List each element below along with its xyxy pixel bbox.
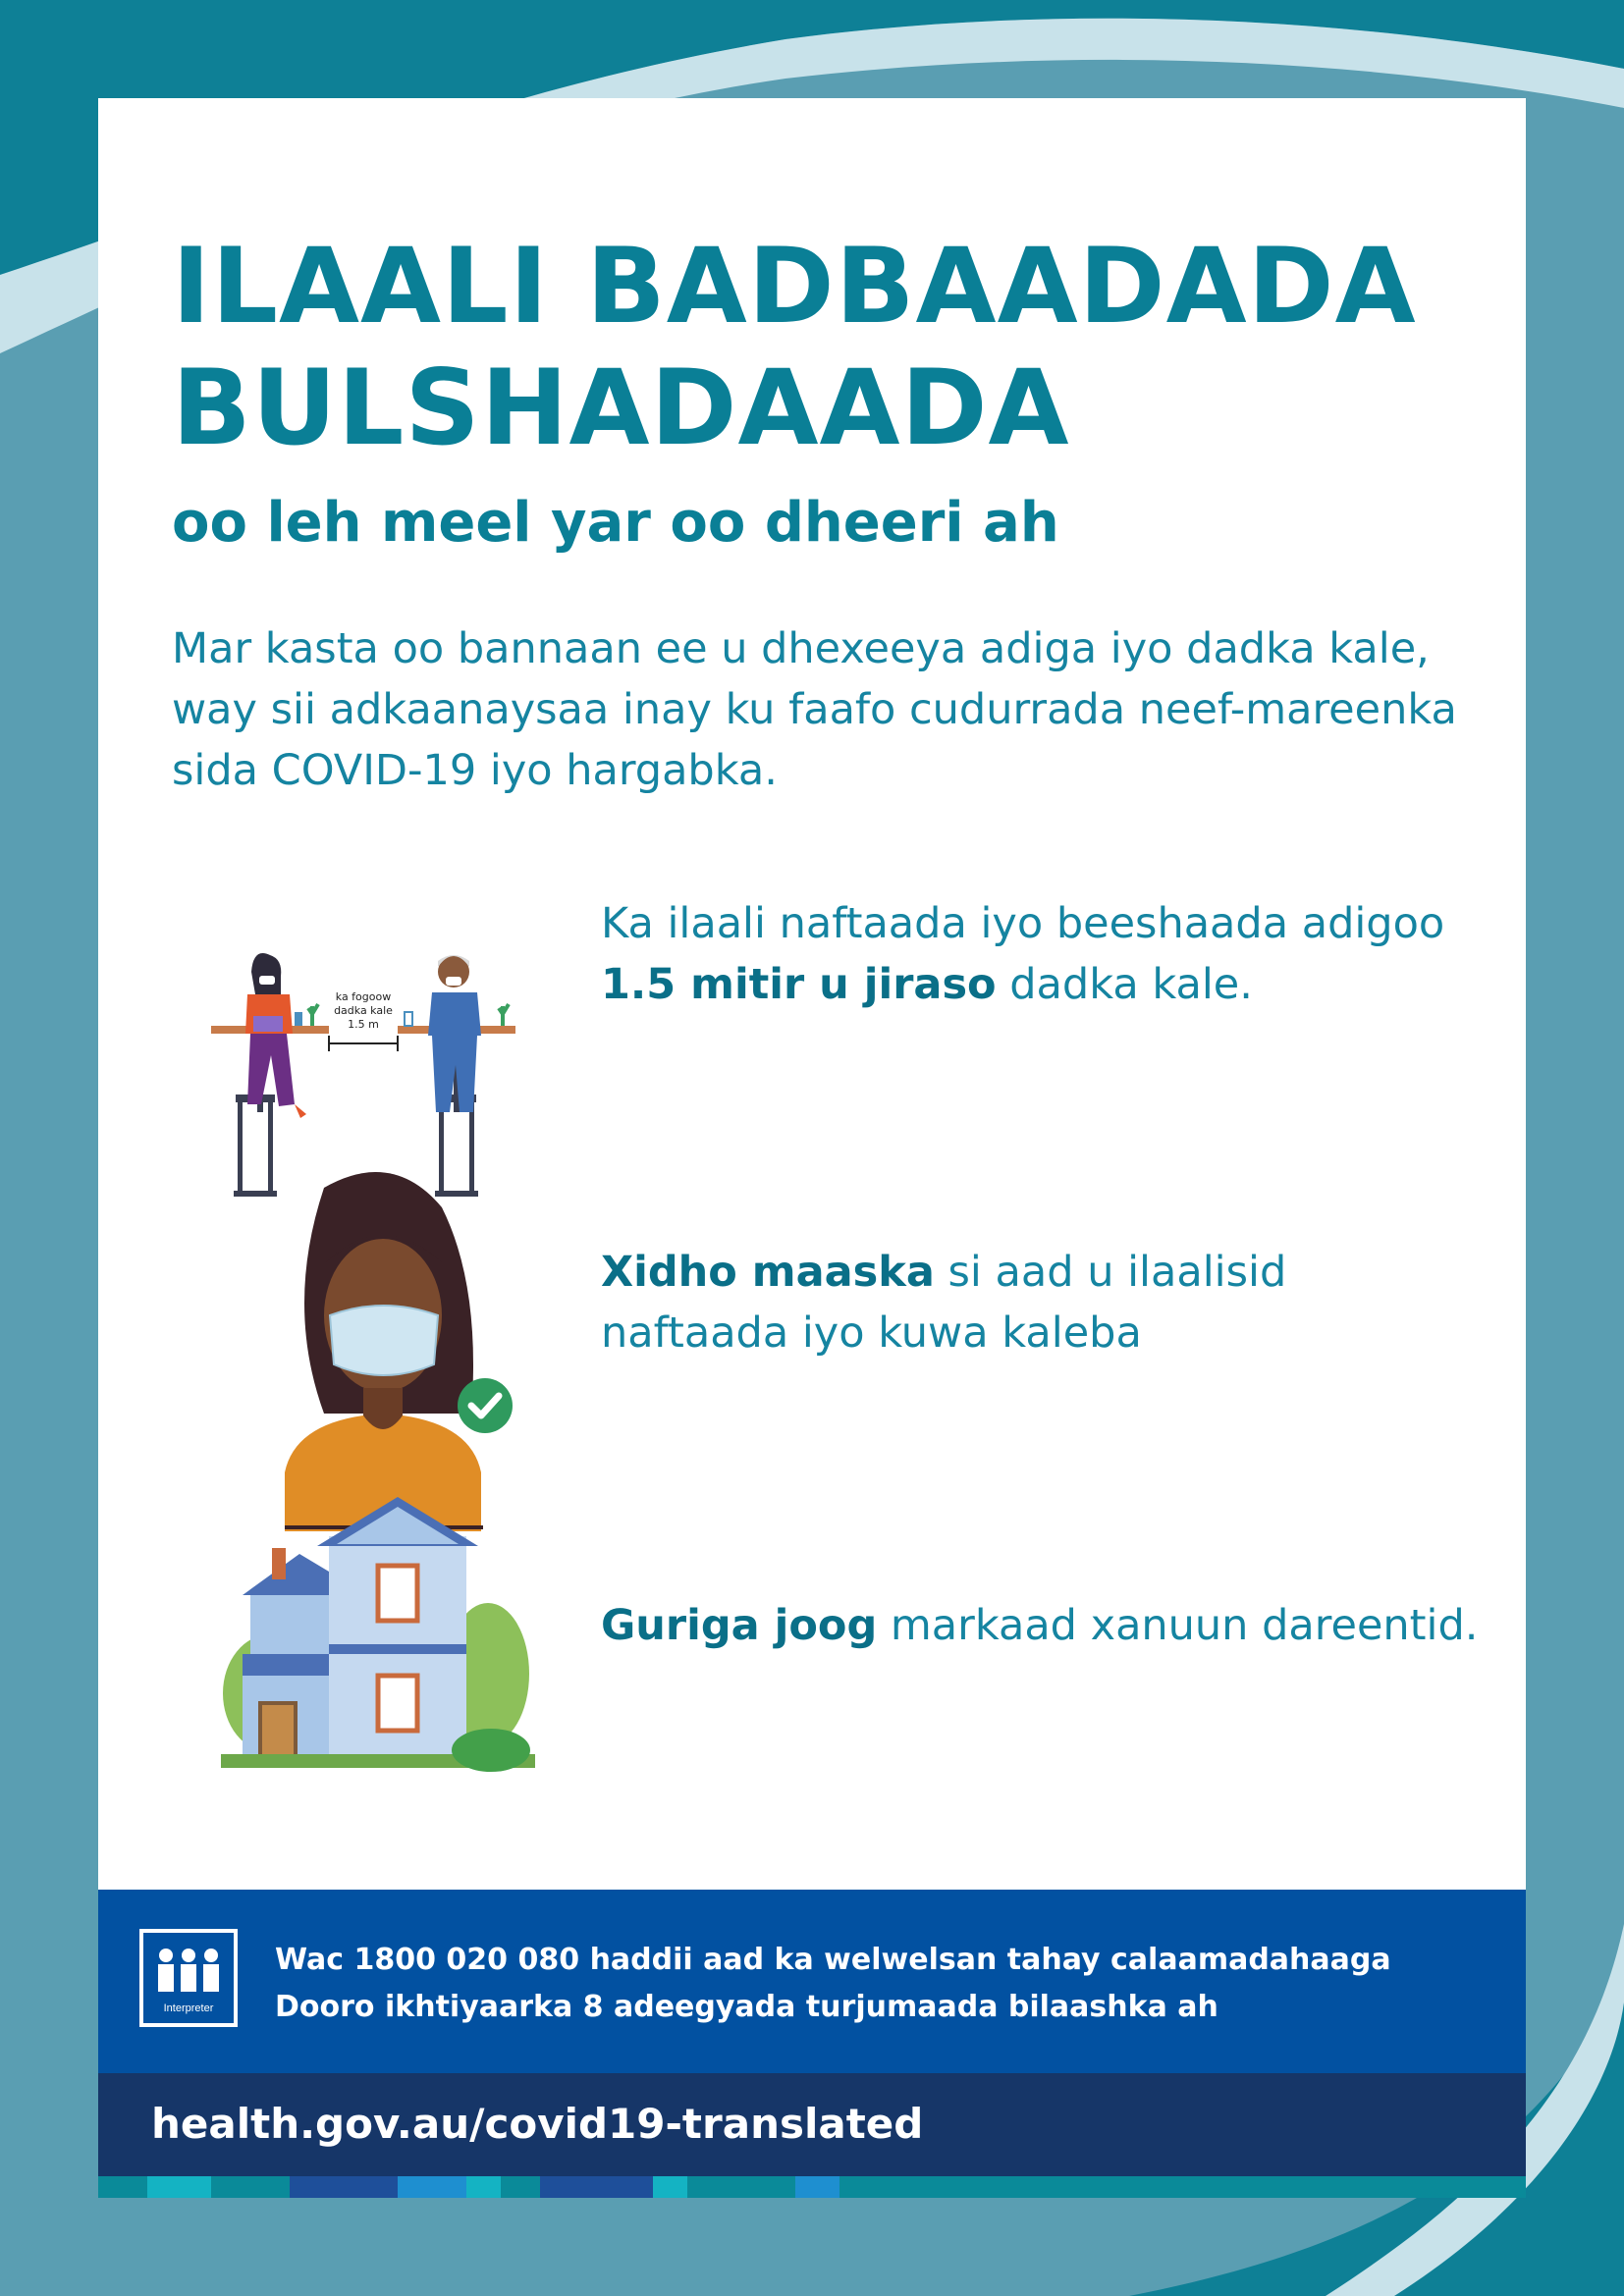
title-line-2: BULSHADAADA xyxy=(172,347,1070,468)
title-line-1: ILAALI BADBAADADA xyxy=(172,226,1417,347)
distance-label-1: ka fogoow xyxy=(335,990,392,1003)
tip-distance-text-before: Ka ilaali naftaada iyo beeshaada adigoo xyxy=(601,899,1445,948)
helpline-line-1: Wac 1800 020 080 haddii aad ka welwelsan tahay calaamadahaaga xyxy=(275,1943,1391,1977)
tip-distance-text-bold: 1.5 mitir u jiraso xyxy=(601,960,997,1009)
distance-label-3: 1.5 m xyxy=(348,1018,379,1031)
tip-mask-text-bold: Xidho maaska xyxy=(601,1248,935,1297)
social-distance-illustration xyxy=(196,879,530,1212)
tip-mask-text-after: si aad u ilaalisid naftaada iyo kuwa kaleba xyxy=(601,1248,1287,1358)
distance-label-2: dadka kale xyxy=(334,1004,393,1017)
tip-home-text-bold: Guriga joog xyxy=(601,1601,878,1650)
decorative-stripe xyxy=(98,2176,1526,2198)
house-illustration xyxy=(221,1497,535,1772)
tip-distance-text-after: dadka kale. xyxy=(996,960,1253,1009)
helpline-line-2: Dooro ikhtiyaarka 8 adeegyada turjumaada bilaashka ah xyxy=(275,1990,1218,2024)
tip-home-text xyxy=(601,1595,1485,1656)
face-mask-illustration xyxy=(265,1168,520,1531)
interpreter-logo xyxy=(139,1929,238,2027)
intro-paragraph: Mar kasta oo bannaan ee u dhexeeya adiga iyo dadka kale, way sii adkaanaysaa inay ku faafo cudurrada neef-mareenka sida COVID-19 iyo hargabka. xyxy=(172,624,1457,795)
helpline-band xyxy=(98,1890,1526,2073)
tip-distance-text xyxy=(601,893,1485,1015)
interpreter-people-icon xyxy=(146,1944,231,2002)
interpreter-label: Interpreter xyxy=(163,2002,214,2014)
poster-title xyxy=(172,226,1417,469)
website-url[interactable]: health.gov.au/covid19-translated xyxy=(151,2100,924,2148)
poster-subtitle: oo leh meel yar oo dheeri ah xyxy=(172,491,1059,555)
url-band xyxy=(98,2073,1526,2176)
poster-card xyxy=(98,98,1526,2198)
tip-home-text-after: markaad xanuun dareentid. xyxy=(877,1601,1479,1650)
tip-mask-text xyxy=(601,1242,1485,1363)
